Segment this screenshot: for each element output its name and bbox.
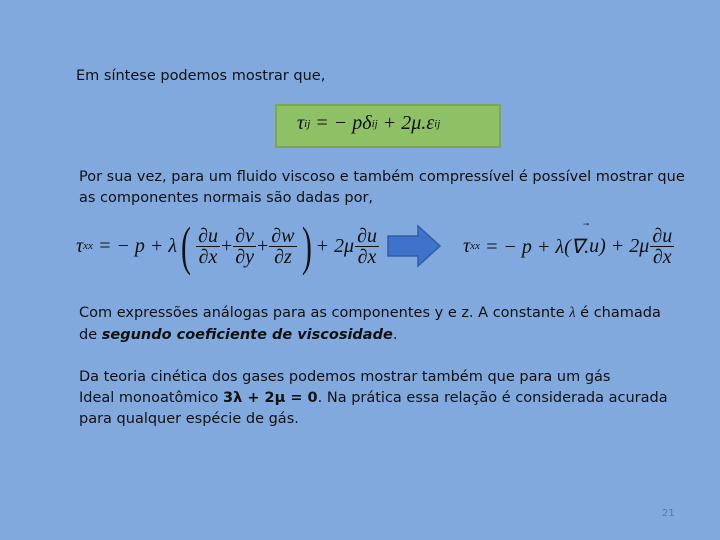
intro-text: Em síntese podemos mostrar que,	[76, 68, 326, 84]
highlighted-equation-box	[275, 104, 501, 148]
paragraph-kinetic-line2: Ideal monoatômico 3λ + 2μ = 0. Na prática essa relação é considerada acurada	[79, 390, 668, 406]
normal-stress-equation-compact: τ xx = − p + λ(∇. u ) + 2μ $\frac{\partial u}{\partial x}$	[463, 224, 673, 268]
paragraph-lambda-line1: Com expressões análogas para as componentes y e z. A constante λ é chamada	[79, 305, 661, 321]
paragraph-compressible-line1: Por sua vez, para um fluido viscoso e também compressível é possível mostrar que	[79, 169, 685, 185]
right-arrow-icon	[386, 224, 442, 268]
page-number: 21	[662, 508, 675, 519]
paragraph-lambda-line2: de segundo coeficiente de viscosidade.	[79, 327, 398, 343]
paragraph-kinetic-line1: Da teoria cinética dos gases podemos mostrar também que para um gás	[79, 369, 611, 385]
normal-stress-equation-expanded: τ xx = − p + λ ( $\frac{\partial u}{\partial x}$ + $\frac{\partial v}{\partial y}$ + $\frac{\partial w}{\partial z}$ ) + 2μ $\frac{\partial u}{\partial x}$	[76, 216, 377, 276]
paragraph-compressible-line2: as componentes normais são dadas por,	[79, 190, 374, 206]
stress-tensor-equation: τ ij = − pδ ij + 2μ.ε ij	[297, 112, 441, 134]
paragraph-kinetic-line3: para qualquer espécie de gás.	[79, 411, 299, 427]
